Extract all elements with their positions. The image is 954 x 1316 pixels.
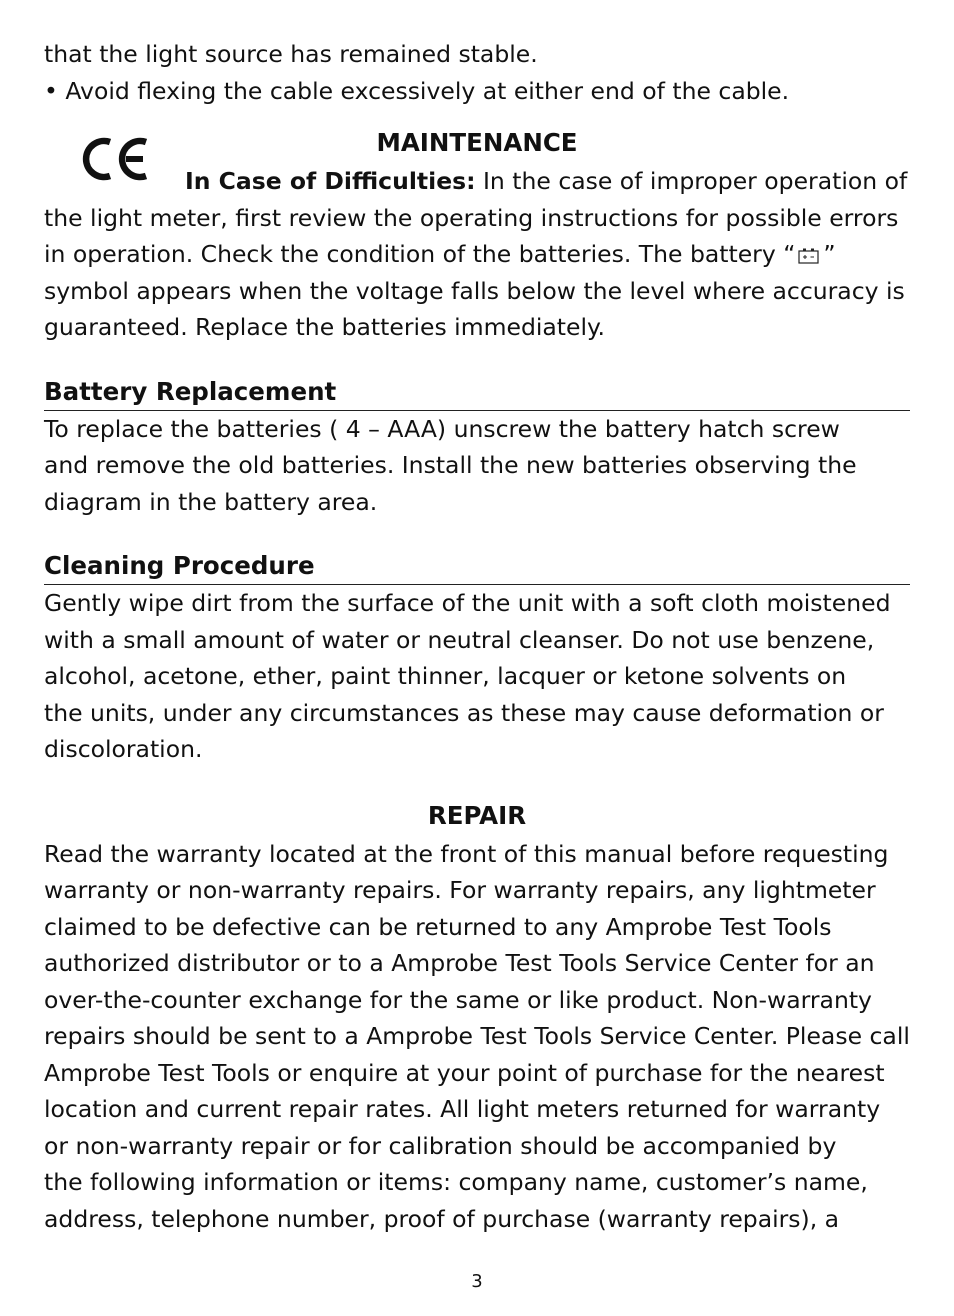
- maintenance-line-2: the light meter, first review the operating instructions for possible errors: [44, 203, 899, 232]
- cleaning-line-3: alcohol, acetone, ether, paint thinner, lacquer or ketone solvents on: [44, 662, 847, 690]
- maintenance-line-3: [44, 236, 910, 273]
- battery-line-3: diagram in the battery area.: [44, 487, 378, 516]
- intro-bullet-line: • Avoid flexing the cable excessively at either end of the cable.: [44, 76, 790, 105]
- repair-section: [44, 796, 910, 1238]
- battery-line-1: To replace the batteries ( 4 – AAA) unscrew the battery hatch screw: [44, 414, 840, 443]
- maintenance-line-1-text: In the case of improper operation of: [475, 167, 908, 195]
- maintenance-line-3-text: in operation. Check the condition of the batteries. The battery “: [44, 240, 796, 268]
- cleaning-line-1: Gently wipe dirt from the surface of the unit with a soft cloth moistened: [44, 589, 891, 617]
- cleaning-line-4: the units, under any circumstances as these may cause deformation or: [44, 698, 884, 727]
- maintenance-line-5: guaranteed. Replace the batteries immediately.: [44, 313, 606, 341]
- cleaning-section: [44, 548, 910, 768]
- manual-page: [44, 36, 910, 1237]
- page-number: 3: [471, 1271, 483, 1292]
- repair-line-11: address, telephone number, proof of purchase (warranty repairs), a: [44, 1204, 840, 1233]
- cleaning-heading: Cleaning Procedure: [44, 548, 910, 585]
- repair-heading: REPAIR: [427, 800, 527, 830]
- repair-line-4: authorized distributor or to a Amprobe Test Tools Service Center for an: [44, 949, 875, 977]
- battery-line-2: and remove the old batteries. Install the new batteries observing the: [44, 451, 857, 479]
- repair-line-1: Read the warranty located at the front of this manual before requesting: [44, 839, 889, 868]
- repair-line-2: warranty or non-warranty repairs. For warranty repairs, any lightmeter: [44, 876, 876, 904]
- repair-line-3: claimed to be defective can be returned to any Amprobe Test Tools: [44, 912, 832, 941]
- battery-replacement-section: [44, 374, 910, 521]
- ce-mark-icon: [80, 133, 150, 185]
- repair-line-10: the following information or items: company name, customer’s name,: [44, 1168, 868, 1196]
- difficulties-subheading: In Case of Difficulties:: [185, 167, 476, 195]
- maintenance-heading: MAINTENANCE: [376, 128, 578, 157]
- repair-line-5: over-the-counter exchange for the same or like product. Non-warranty: [44, 985, 872, 1014]
- battery-replacement-heading: Battery Replacement: [44, 374, 910, 411]
- maintenance-section: [44, 123, 910, 346]
- repair-line-9: or non-warranty repair or for calibration should be accompanied by: [44, 1131, 837, 1160]
- maintenance-line-1: [44, 163, 910, 200]
- repair-line-7: Amprobe Test Tools or enquire at your point of purchase for the nearest: [44, 1058, 885, 1087]
- battery-icon: [797, 247, 821, 265]
- intro-line-1: that the light source has remained stable.: [44, 40, 538, 68]
- cleaning-line-2: with a small amount of water or neutral cleanser. Do not use benzene,: [44, 625, 875, 654]
- cleaning-line-5: discoloration.: [44, 735, 203, 763]
- repair-line-6: repairs should be sent to a Amprobe Test Tools Service Center. Please call: [44, 1022, 910, 1050]
- maintenance-line-3-close-quote: ”: [823, 240, 836, 268]
- maintenance-line-4: symbol appears when the voltage falls below the level where accuracy is: [44, 276, 905, 305]
- repair-line-8: location and current repair rates. All light meters returned for warranty: [44, 1095, 881, 1123]
